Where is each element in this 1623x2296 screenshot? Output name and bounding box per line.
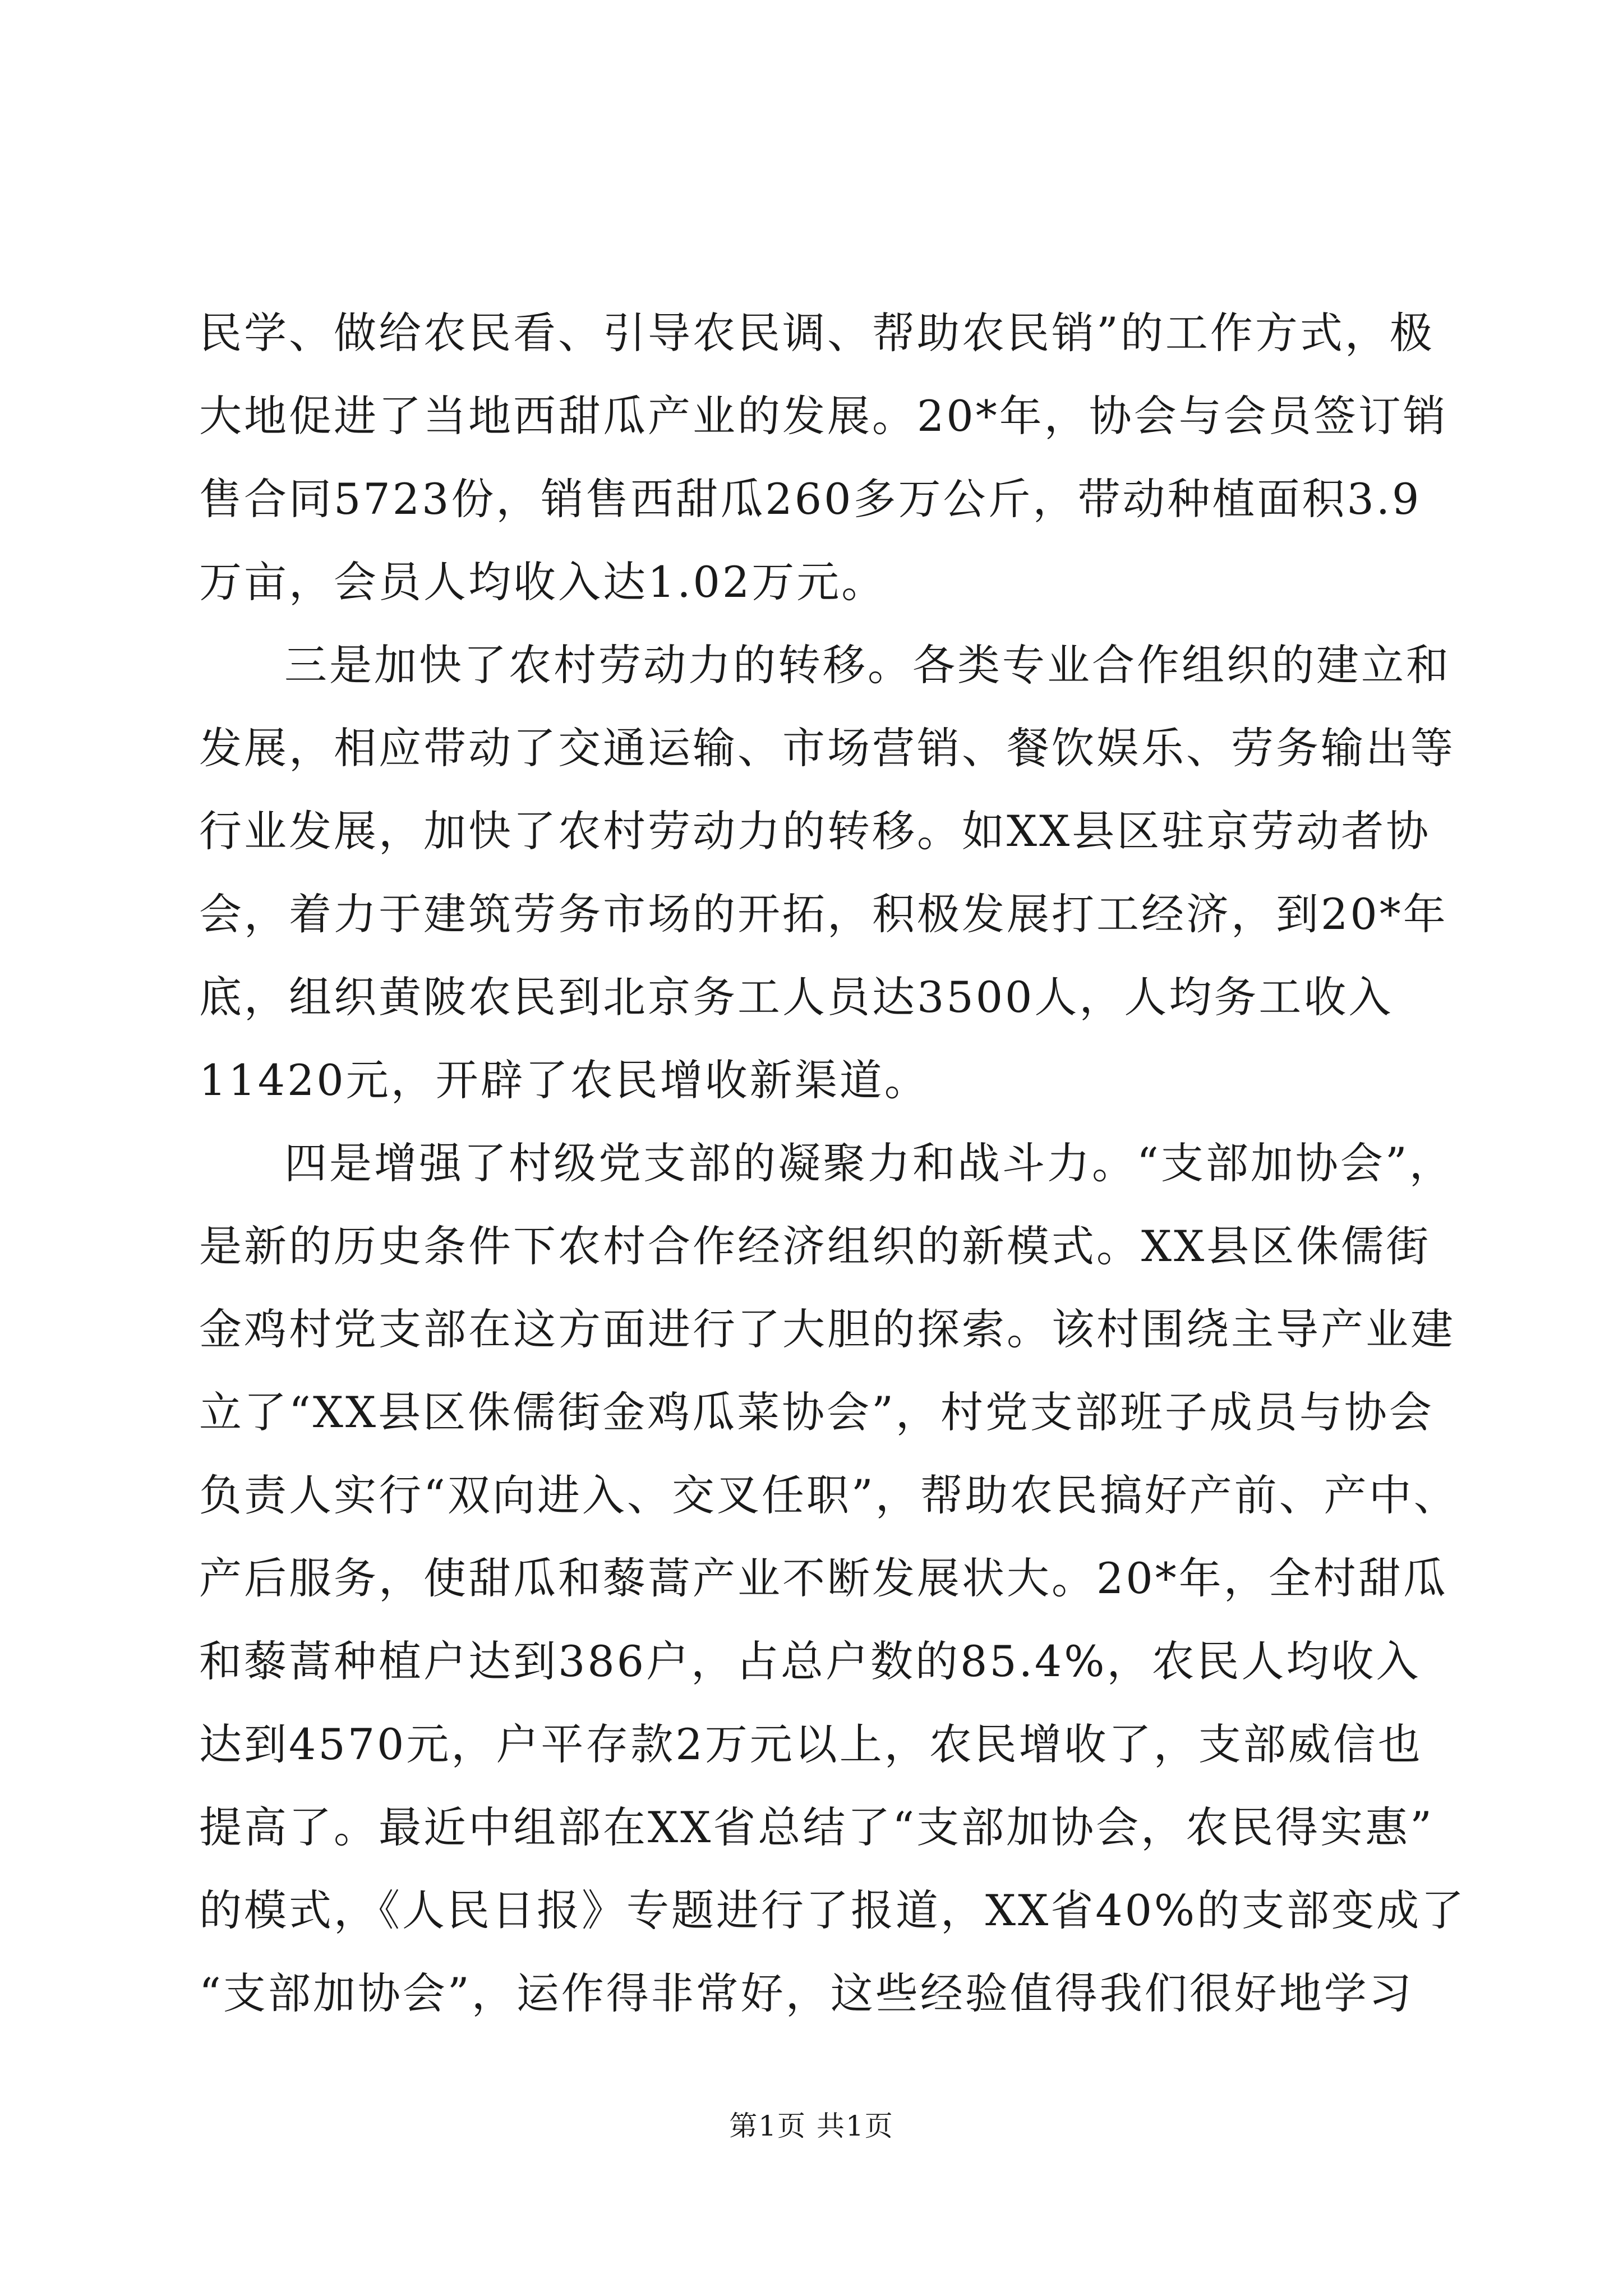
text-line: 会，着力于建筑劳务市场的开拓，积极发展打工经济，到20*年 bbox=[199, 889, 1448, 939]
paragraph-first-line: 四是增强了村级党支部的凝聚力和战斗力。“支部加协会”， bbox=[284, 1138, 1454, 1188]
page-number: 第1页 共1页 bbox=[729, 2110, 894, 2142]
text-line: 和藜蒿种植户达到386户，占总户数的85.4%，农民人均收入 bbox=[199, 1636, 1421, 1686]
text-line: 的模式，《人民日报》专题进行了报道，XX省40%的支部变成了 bbox=[199, 1885, 1467, 1935]
text-line: 产后服务，使甜瓜和藜蒿产业不断发展状大。20*年，全村甜瓜 bbox=[199, 1553, 1448, 1603]
body-text bbox=[199, 292, 1467, 2035]
text-line: 民学、做给农民看、引导农民调、帮助农民销”的工作方式，极 bbox=[199, 308, 1435, 358]
text-line: “支部加协会”，运作得非常好，这些经验值得我们很好地学习 bbox=[199, 1968, 1414, 2018]
text-line: 负责人实行“双向进入、交叉任职”，帮助农民搞好产前、产中、 bbox=[199, 1470, 1459, 1520]
text-line: 售合同5723份，销售西甜瓜260多万公斤，带动种植面积3.9 bbox=[199, 474, 1422, 524]
text-line: 是新的历史条件下农村合作经济组织的新模式。XX县区侏儒街 bbox=[199, 1221, 1431, 1271]
paragraph-first-line: 三是加快了农村劳动力的转移。各类专业合作组织的建立和 bbox=[284, 640, 1451, 690]
text-line: 金鸡村党支部在这方面进行了大胆的探索。该村围绕主导产业建 bbox=[199, 1304, 1455, 1354]
text-line: 行业发展，加快了农村劳动力的转移。如XX县区驻京劳动者协 bbox=[199, 806, 1431, 856]
text-line: 11420元，开辟了农民增收新渠道。 bbox=[199, 1055, 929, 1105]
page-footer bbox=[0, 2106, 1623, 2146]
text-line: 大地促进了当地西甜瓜产业的发展。20*年，协会与会员签订销 bbox=[199, 391, 1448, 441]
text-line: 立了“XX县区侏儒街金鸡瓜菜协会”，村党支部班子成员与协会 bbox=[199, 1387, 1434, 1437]
text-line: 发展，相应带动了交通运输、市场营销、餐饮娱乐、劳务输出等 bbox=[199, 723, 1455, 773]
text-line: 万亩，会员人均收入达1.02万元。 bbox=[199, 557, 887, 607]
text-line: 底，组织黄陂农民到北京务工人员达3500人，人均务工收入 bbox=[199, 972, 1394, 1022]
text-line: 提高了。最近中组部在XX省总结了“支部加协会，农民得实惠” bbox=[199, 1802, 1434, 1852]
text-line: 达到4570元，户平存款2万元以上，农民增收了，支部威信也 bbox=[199, 1719, 1423, 1769]
